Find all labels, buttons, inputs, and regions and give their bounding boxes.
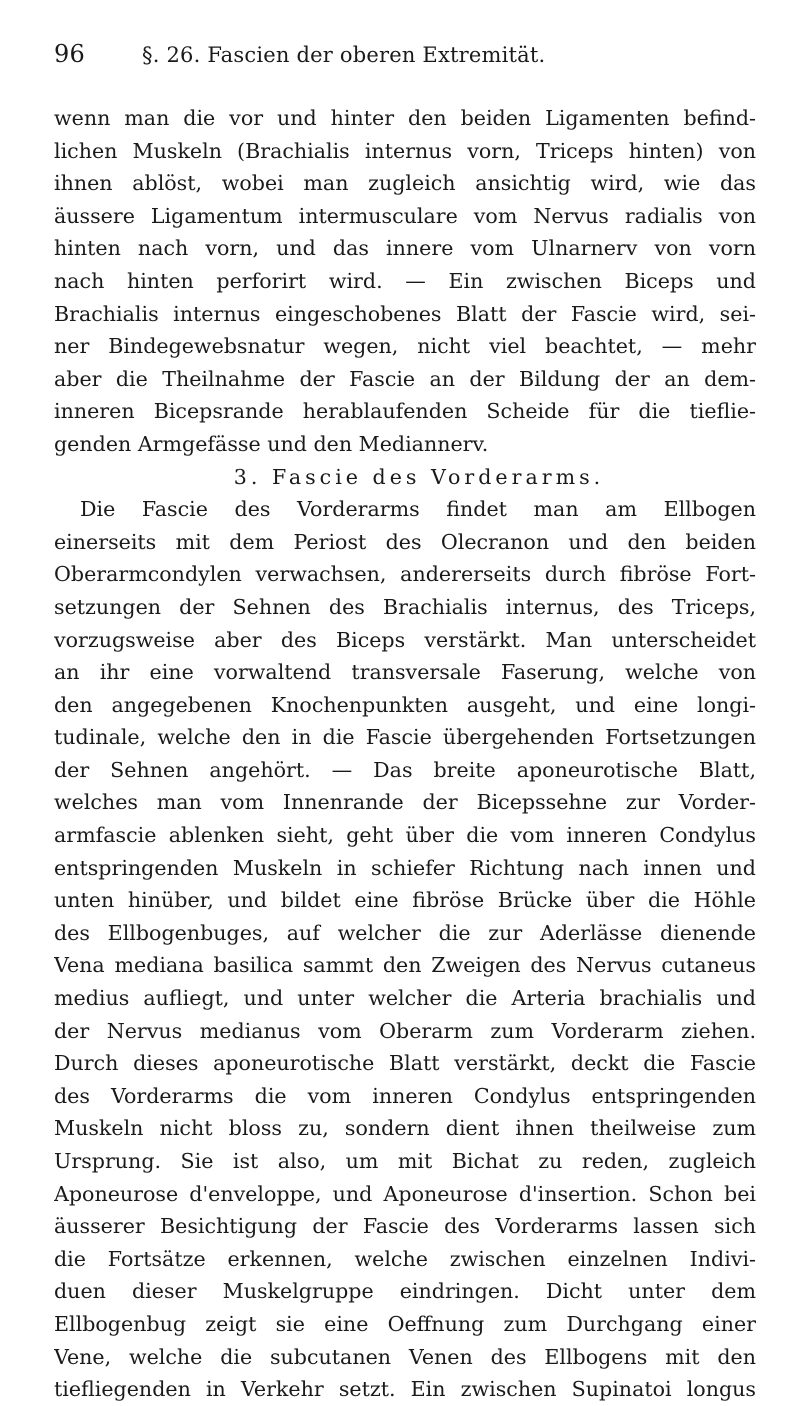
section-heading: 3. Fascie des Vorderarms. (233, 464, 605, 489)
text-line: den angegebenen Knochenpunkten ausgeht, und eine longi- (54, 692, 756, 717)
text-line: Muskeln nicht bloss zu, sondern dient ihnen theilweise zum (54, 1116, 756, 1141)
text-line: Brachialis internus eingeschobenes Blatt der Fascie wird, sei- (54, 301, 756, 326)
text-line: Vene, welche die subcutanen Venen des Ellbogens mit den (54, 1344, 756, 1369)
text-line: hinten nach vorn, und das innere vom Ulnarnerv von vorn (54, 236, 756, 261)
text-line: armfascie ablenken sieht, geht über die vom inneren Condylus (54, 823, 756, 848)
text-line: an ihr eine vorwaltend transversale Faserung, welche von (54, 660, 756, 685)
text-line: entspringenden Muskeln in schiefer Richtung nach innen und (54, 855, 756, 880)
text-line: wenn man die vor und hinter den beiden Ligamenten befind- (54, 106, 756, 130)
text-line: Vena mediana basilica sammt den Zweigen des Nervus cutaneus (54, 953, 756, 978)
text-line: Oberarmcondylen verwachsen, andererseits durch fibröse Fort- (54, 562, 756, 587)
text-line: genden Armgefässe und den Mediannerv. (54, 431, 489, 456)
text-line: ner Bindegewebsnatur wegen, nicht viel beachtet, — mehr (54, 334, 756, 359)
text-line: Die Fascie des Vorderarms findet man am Ellbogen (80, 497, 756, 522)
chapter-title: §. 26. Fascien der oberen Extremität. (142, 43, 546, 67)
text-line: setzungen der Sehnen des Brachialis internus, des Triceps, (54, 594, 756, 619)
text-line: Durch dieses aponeurotische Blatt verstärkt, deckt die Fascie (54, 1051, 756, 1076)
text-line: äusserer Besichtigung der Fascie des Vorderarms lassen sich (54, 1214, 756, 1239)
text-line: aber die Theilnahme der Fascie an der Bildung der an dem- (54, 366, 756, 391)
text-line: äussere Ligamentum intermusculare vom Nervus radialis von (54, 203, 756, 228)
text-line: vorzugsweise aber des Biceps verstärkt. Man unterscheidet (54, 627, 756, 652)
text-line: der Sehnen angehört. — Das breite aponeurotische Blatt, (54, 757, 756, 782)
text-line: nach hinten perforirt wird. — Ein zwischen Biceps und (54, 268, 756, 293)
text-line: welches man vom Innenrande der Bicepssehne zur Vorder- (54, 790, 756, 815)
body-text (54, 102, 756, 1406)
text-line: Aponeurose d'enveloppe, und Aponeurose d'insertion. Schon bei (54, 1181, 756, 1206)
text-line: die Fortsätze erkennen, welche zwischen einzelnen Indivi- (54, 1246, 756, 1271)
text-line: Ursprung. Sie ist also, um mit Bichat zu reden, zugleich (54, 1149, 756, 1173)
text-line: inneren Bicepsrande herablaufenden Scheide für die tieflie- (54, 399, 756, 424)
text-line: der Nervus medianus vom Oberarm zum Vorderarm ziehen. (54, 1018, 756, 1043)
text-line: medius aufliegt, und unter welcher die Arteria brachialis und (54, 986, 756, 1011)
text-line: des Vorderarms die vom inneren Condylus entspringenden (54, 1083, 756, 1108)
text-line: unten hinüber, und bildet eine fibröse Brücke über die Höhle (54, 888, 756, 913)
page-number: 96 (54, 40, 85, 68)
text-line: lichen Muskeln (Brachialis internus vorn, Triceps hinten) von (54, 138, 756, 163)
running-head (54, 40, 756, 80)
text-line: einerseits mit dem Periost des Olecranon und den beiden (54, 529, 756, 554)
text-line: tiefliegenden in Verkehr setzt. Ein zwischen Supinatoi longus (54, 1377, 756, 1402)
text-line: Ellbogenbug zeigt sie eine Oeffnung zum Durchgang einer (54, 1311, 756, 1336)
text-line: ihnen ablöst, wobei man zugleich ansichtig wird, wie das (54, 171, 756, 196)
text-line: duen dieser Muskelgruppe eindringen. Dicht unter dem (54, 1279, 756, 1304)
text-line: des Ellbogenbuges, auf welcher die zur Aderlässe dienende (54, 920, 756, 945)
text-line: tudinale, welche den in die Fascie übergehenden Fortsetzungen (54, 725, 756, 750)
